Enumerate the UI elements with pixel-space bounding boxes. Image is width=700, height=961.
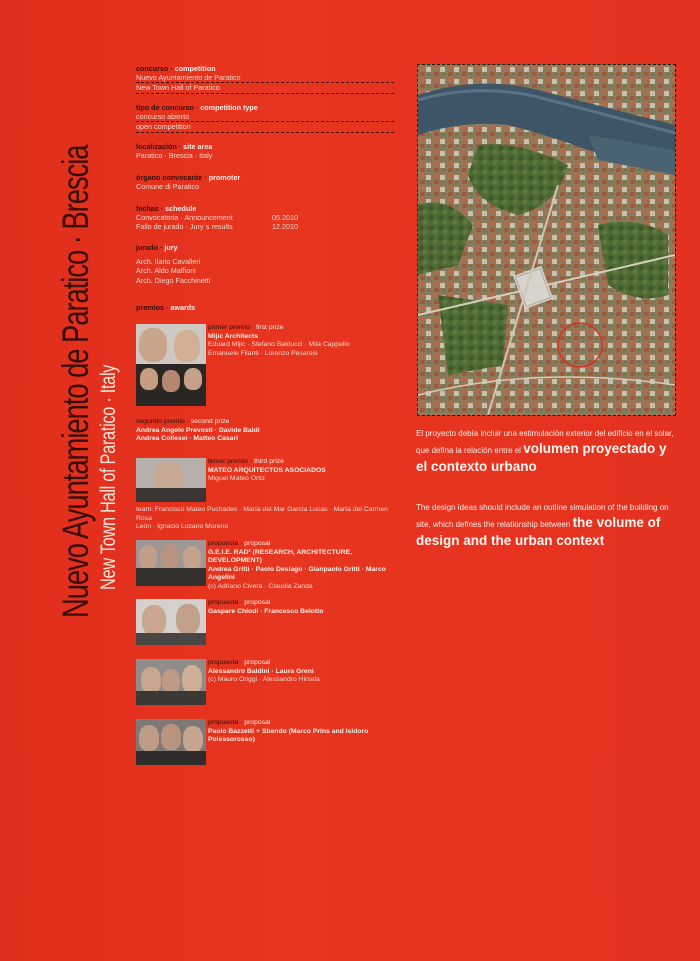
third-prize-firm: MATEO ARQUITECTOS ASOCIADOS — [208, 466, 326, 474]
second-prize-firm: Andrea Angelo Prevosti · Davide Baldi — [136, 426, 260, 434]
schedule-section: fechas · schedule Convocatoria · Announcement 05.2010 Fallo de jurado · Jury´s results 12.2010 — [136, 204, 298, 232]
proposal-bazzetti: propuesta · proposal Paolo Bazzetti + Sbendo (Marco Prins and Isidoro Polessorosso) — [136, 719, 398, 765]
proposal-baldini: propuesta · proposal Alessandro Baldini · Laura Greni (c) Mauro Origgi · Alessandro Hirsela — [136, 659, 398, 705]
proposal-bazzetti-photo — [136, 719, 206, 765]
first-prize-photo — [136, 324, 206, 406]
third-prize-photo — [136, 458, 206, 502]
competition-section: concurso · competition Nuevo Ayuntamiento de Paratico New Town Hall of Paratico — [136, 64, 394, 94]
description-es: El proyecto debía incluir una estimulación exterior del edificio en el solar, que defina la relación entre el volumen proyectado y el contexto urbano — [416, 429, 674, 474]
awards-heading: premios · awards — [136, 303, 196, 312]
competition-name-en: New Town Hall of Paratico — [136, 83, 394, 93]
description-en: The design ideas should include an outline simulation of the building on site, which defines the relationship between the volume of design and the urban context — [416, 503, 669, 548]
jury-section: jurado · jury Arch. Ilario Cavalleri Arch. Aldo Maffioni Arch. Diego Facchinetti — [136, 243, 211, 285]
aerial-site-photo — [417, 64, 676, 416]
subtitle: New Town Hall of Paratico · Italy — [97, 364, 120, 590]
proposal-chiodi-photo — [136, 599, 206, 645]
third-prize: tercer premio · third prize MATEO ARQUITECTOS ASOCIADOS Miguel Mateo Ortiz team: Francisco Mateo Puchades · María del Mar García Lucas · María del Carmen Rosa León · Ignacio Lozano Moreno — [136, 458, 388, 531]
main-title: Nuevo Ayuntamiento de Paratico · Brescia — [55, 145, 96, 619]
page: Nuevo Ayuntamiento de Paratico · Brescia New Town Hall of Paratico · Italy concurso · competition Nuevo Ayuntamiento de Paratico New Town Hall of Paratico tipo de concurso · competition type concurso abierto open competition localización · site area Paratico · Brescia · Italy órgano convocante · promoter Comune di Paratico fechas · schedule Convocatoria · Announcement 05.2010 Fallo de jurado · Jury´s results 12.2010 jurado · jury Arch. Ilario Cavalleri Arch. Aldo Maffioni Arch. Diego Facchinetti premios · awards primer premio · first prize Mijic Architects Eduard Mijic · Stefano Balducci · Mila Cappello Emanuele Filanti · Lorenzo Pesaresi segundo premio · second prize Andrea Angelo Prevosti · Davide Baldi Andrea Collesei · Matteo Casari tercer premio · third prize MATEO ARQUITECTOS ASOCIADOS Miguel Mateo Ortiz team: Francisco Mateo Puchades · María del Mar García Lucas · María del Carmen Rosa León · Ignacio Lozano Moreno propuesta · proposal G.E.I.E. RAD² (RESEARCH, ARCHITECTURE, DEVELOPMENT) Andrea Gritti · Paolo Desiago · Gianpaolo Gritti · Marco Angelini (c) Adriano Civera · Claudia Zanda propuesta · proposal Gaspare Chiodi · Francesco Belotto propuesta · proposal Alessandro Baldini · Laura Greni (c) Mauro Origgi · Alessandro Hirsela propuesta · proposal Paolo Bazzetti + Sbendo (Marco Prins and Isidoro Polessorosso) El proyecto debía incluir una estimulación exterior del edificio en el solar, que defina la relación entre el volumen proyectado y el contexto urbano The design ideas should include an outline simulation of the building on site, which defines the relationship between the volume of design and the urban context — [0, 0, 700, 961]
competition-type-section: tipo de concurso · competition type concurso abierto open competition — [136, 103, 394, 133]
competition-name-es: Nuevo Ayuntamiento de Paratico — [136, 73, 394, 83]
promoter-section: órgano convocante · promoter Comune di Paratico — [136, 173, 241, 192]
proposal-baldini-photo — [136, 659, 206, 705]
first-prize: primer premio · first prize Mijic Architects Eduard Mijic · Stefano Balducci · Mila Cappello Emanuele Filanti · Lorenzo Pesaresi — [136, 324, 398, 406]
proposal-rad-photo — [136, 540, 206, 586]
first-prize-firm: Mijic Architects — [208, 332, 258, 340]
proposal-chiodi: propuesta · proposal Gaspare Chiodi · Francesco Belotto — [136, 599, 398, 645]
proposal-rad: propuesta · proposal G.E.I.E. RAD² (RESEARCH, ARCHITECTURE, DEVELOPMENT) Andrea Gritti · Paolo Desiago · Gianpaolo Gritti · Marco Angelini (c) Adriano Civera · Claudia Zanda — [136, 540, 398, 586]
site-area-section: localización · site area Paratico · Brescia · Italy — [136, 142, 213, 161]
